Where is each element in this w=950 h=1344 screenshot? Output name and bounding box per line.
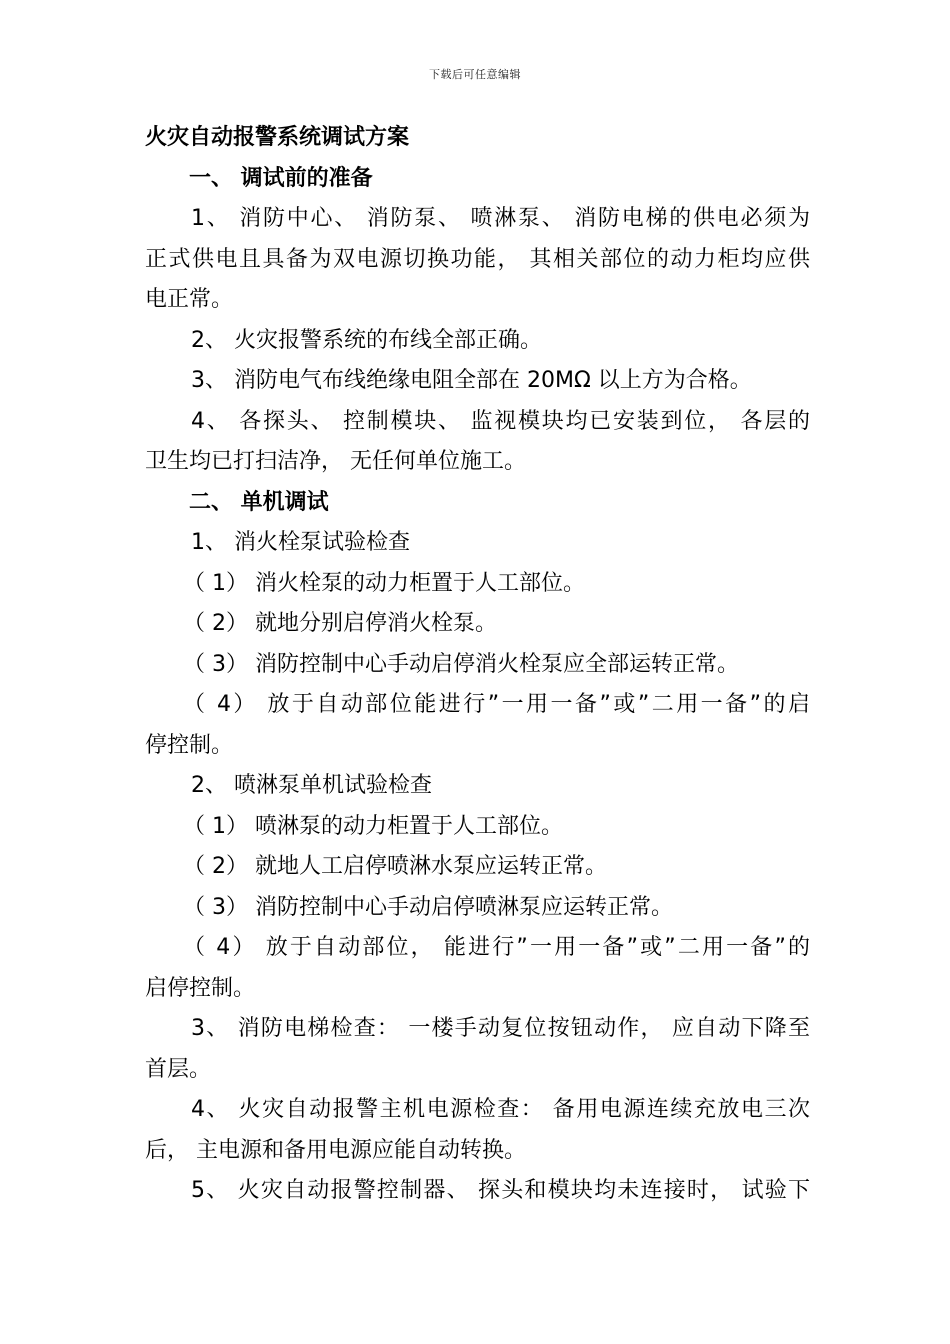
paragraph-line: 3、 消防电梯检查： 一楼手动复位按钮动作， 应自动下降至 [191,1016,810,1041]
page-header-note: 下载后可任意编辑 [429,68,521,81]
paragraph-line: 首层。 [145,1056,212,1082]
paragraph-line: 电正常。 [145,287,234,312]
paragraph-line: 卫生均已打扫洁净， 无任何单位施工。 [145,449,526,474]
document-paragraphs [145,159,810,1212]
section-heading: 一、 调试前的准备 [189,165,373,191]
paragraph-line: 正式供电且具备为双电源切换功能， 其相关部位的动力柜均应供 [145,246,810,272]
paragraph-line: 5、 火灾自动报警控制器、 探头和模块均未连接时， 试验下 [191,1178,810,1203]
paragraph-line: 1、 消防中心、 消防泵、 喷淋泵、 消防电梯的供电必须为 [191,206,810,231]
paragraph-line: 3、 消防电气布线绝缘电阻全部在 20MΩ 以上方为合格。 [191,368,752,393]
paragraph-line: 1、 消火栓泵试验检查 [191,530,410,555]
document-title: 火灾自动报警系统调试方案 [145,125,410,150]
paragraph-line: 停控制。 [145,732,234,758]
paragraph-line: 启停控制。 [145,975,256,1001]
paragraph-line: （ 3） 消防控制中心手动启停消火栓泵应全部运转正常。 [183,651,739,677]
paragraph-line: （ 2） 就地人工启停喷淋水泵应运转正常。 [183,854,607,879]
paragraph-line: 4、 各探头、 控制模块、 监视模块均已安装到位， 各层的 [191,408,810,434]
section-heading: 二、 单机调试 [189,489,329,515]
paragraph-line: （ 1） 喷淋泵的动力柜置于人工部位。 [183,813,563,839]
paragraph-line: （ 1） 消火栓泵的动力柜置于人工部位。 [183,570,585,596]
paragraph-line: （ 3） 消防控制中心手动启停喷淋泵应运转正常。 [183,894,673,920]
document-body [145,118,810,1212]
paragraph-line: 后， 主电源和备用电源应能自动转换。 [145,1137,526,1163]
paragraph-line: 2、 喷淋泵单机试验检查 [191,773,432,798]
paragraph-line: 2、 火灾报警系统的布线全部正确。 [191,327,542,353]
paragraph-line: （ 4） 放于自动部位， 能进行”一用一备”或”二用一备”的 [183,935,810,960]
paragraph-line: （ 4） 放于自动部位能进行”一用一备”或”二用一备”的启 [183,692,810,717]
paragraph-line: （ 2） 就地分别启停消火栓泵。 [183,611,497,636]
paragraph-line: 4、 火灾自动报警主机电源检查： 备用电源连续充放电三次 [191,1097,810,1122]
